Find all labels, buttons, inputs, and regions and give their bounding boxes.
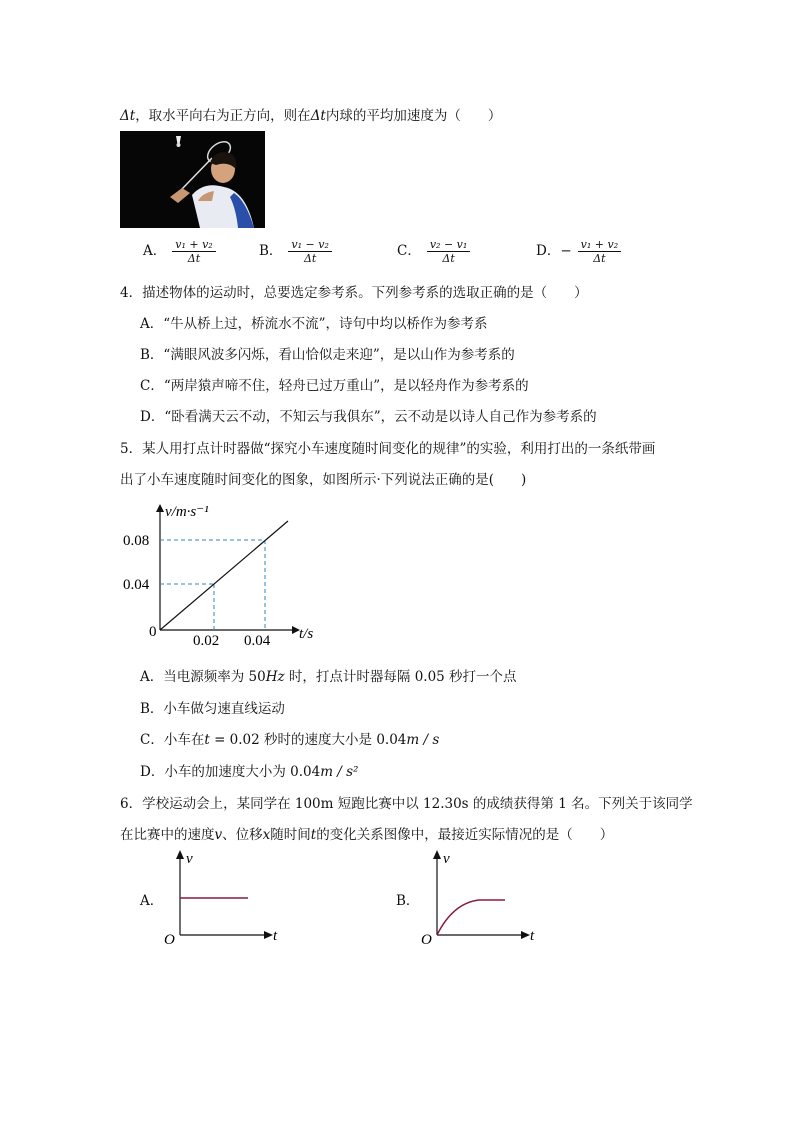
x-axis-label: t/s [299, 626, 314, 642]
q5-option-b[interactable]: B．小车做匀速直线运动 [140, 701, 285, 717]
y-tick-004: 0.04 [123, 577, 150, 593]
q6-graph-a[interactable] [160, 845, 290, 950]
svg-text:v: v [186, 851, 193, 867]
q3-option-a[interactable]: A． $\frac{\text{v₁ + v₂}}{\Delta t}$ [143, 238, 216, 265]
fraction: $\frac{\text{v₂ − v₁}}{\Delta t}$ [427, 238, 470, 265]
fraction: $\frac{\text{v₁ + v₂}}{\Delta t}$ [172, 238, 215, 265]
q4-option-c[interactable]: C．“两岸猿声啼不住，轻舟已过万重山”，是以轻舟作为参考系的 [140, 378, 529, 394]
velocity-line [160, 521, 288, 630]
q5-option-a[interactable]: A．当电源频率为 50Hz 时，打点计时器每隔 0.05 秒打一个点 [140, 669, 517, 685]
y-axis-arrow [156, 504, 164, 512]
q4-option-a[interactable]: A．“牛从桥上过，桥流水不流”，诗句中均以桥作为参考系 [140, 316, 488, 332]
q5-stem-line1: 5．某人用打点计时器做“探究小车速度随时间变化的规律”的实验，利用打出的一条纸带画 [120, 441, 656, 457]
svg-text:t: t [273, 928, 278, 944]
badminton-player-photo [120, 131, 265, 228]
q6-option-a-label[interactable]: A． [140, 893, 164, 909]
q3-option-c[interactable]: C． $\frac{\text{v₂ − v₁}}{\Delta t}$ [397, 238, 470, 265]
q5-stem-line2: 出了小车速度随时间变化的图象，如图所示·下列说法正确的是( ) [120, 472, 527, 488]
q6-option-b-label[interactable]: B． [396, 893, 420, 909]
q6-stem-line1: 6．学校运动会上，某同学在 100m 短跑比赛中以 12.30s 的成绩获得第 1 名。下列关于该同学 [120, 796, 693, 812]
x-tick-002: 0.02 [193, 633, 220, 649]
q3-option-b[interactable]: B． $\frac{\text{v₁ − v₂}}{\Delta t}$ [259, 238, 332, 265]
fraction: $\frac{\text{v₁ − v₂}}{\Delta t}$ [288, 238, 331, 265]
svg-text:v: v [443, 851, 450, 867]
q5-velocity-time-graph [115, 500, 335, 650]
q4-option-b[interactable]: B．“满眼风波多闪烁，看山恰似走来迎”，是以山作为参考系的 [140, 347, 515, 363]
y-tick-008: 0.08 [123, 533, 150, 549]
svg-text:O: O [164, 932, 175, 948]
q5-option-c[interactable]: C．小车在t = 0.02 秒时的速度大小是 0.04m / s [140, 732, 440, 748]
q3-stem: Δt，取水平向右为正方向，则在Δt内球的平均加速度为（ ） [120, 108, 502, 124]
q5-option-d[interactable]: D．小车的加速度大小为 0.04m / s² [140, 764, 359, 780]
svg-text:O: O [421, 932, 432, 948]
q3-option-d[interactable]: D．− $\frac{\text{v₁ + v₂}}{\Delta t}$ [536, 238, 621, 265]
origin-label: 0 [149, 624, 157, 640]
velocity-rising-curve [437, 900, 505, 935]
q6-stem-line2: 在比赛中的速度v、位移x随时间t的变化关系图像中，最接近实际情况的是（ ） [120, 827, 614, 843]
q6-graph-b[interactable] [417, 845, 547, 950]
q4-option-d[interactable]: D．“卧看满天云不动，不知云与我俱东”，云不动是以诗人自己作为参考系的 [140, 409, 597, 425]
svg-text:t: t [530, 928, 535, 944]
x-tick-004: 0.04 [244, 633, 271, 649]
y-axis-label: v/m·s⁻¹ [165, 504, 209, 520]
q4-stem: 4．描述物体的运动时，总要选定参考系。下列参考系的选取正确的是（ ） [120, 285, 588, 301]
fraction: $\frac{\text{v₁ + v₂}}{\Delta t}$ [578, 238, 621, 265]
